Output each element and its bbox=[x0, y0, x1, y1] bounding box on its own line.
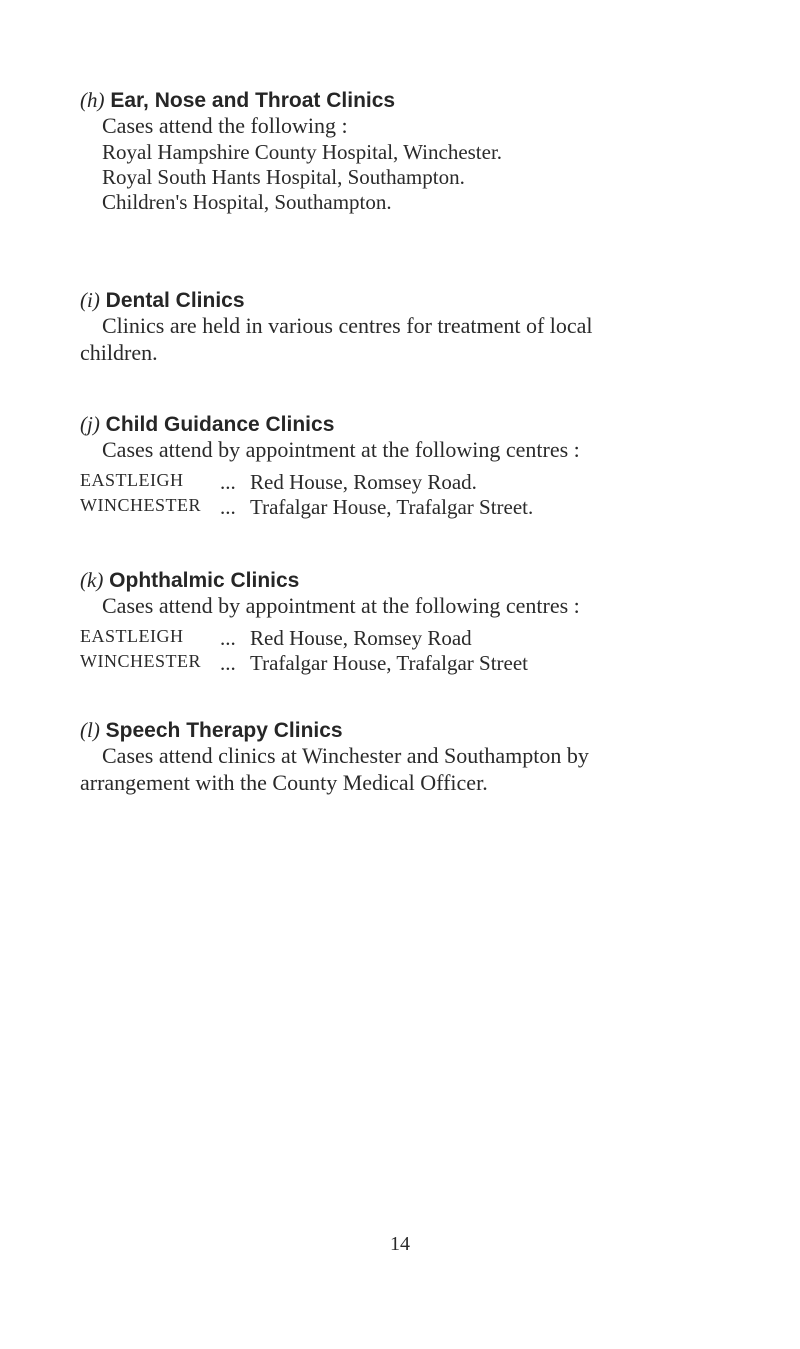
centre-address: Red House, Romsey Road. bbox=[250, 469, 477, 494]
centre-address: Trafalgar House, Trafalgar Street bbox=[250, 650, 528, 675]
centre-address: Trafalgar House, Trafalgar Street. bbox=[250, 494, 534, 519]
centre-row bbox=[80, 470, 790, 495]
section-heading bbox=[80, 88, 790, 113]
centre-row bbox=[80, 495, 790, 520]
section-intro: Cases attend by appointment at the following centres : bbox=[102, 593, 580, 619]
section-intro: Cases attend by appointment at the following centres : bbox=[102, 437, 580, 463]
section-letter: (j) bbox=[80, 412, 100, 436]
centre-row bbox=[80, 651, 790, 676]
section-letter: (i) bbox=[80, 288, 100, 312]
leader-dots: ... bbox=[220, 469, 236, 494]
section-ent-clinics bbox=[80, 88, 790, 215]
section-heading bbox=[80, 412, 790, 437]
section-heading bbox=[80, 568, 790, 593]
body-text-line: children. bbox=[80, 339, 158, 365]
leader-dots: ... bbox=[220, 625, 236, 650]
centre-place: WINCHESTER bbox=[80, 494, 201, 515]
section-letter: (h) bbox=[80, 88, 105, 112]
section-ophthalmic-clinics bbox=[80, 568, 790, 676]
section-title: Dental Clinics bbox=[105, 289, 245, 312]
centre-place: EASTLEIGH bbox=[80, 625, 184, 646]
section-letter: (k) bbox=[80, 568, 104, 592]
list-item: Royal Hampshire County Hospital, Winchester. bbox=[102, 139, 503, 164]
leader-dots: ... bbox=[220, 494, 236, 519]
section-intro: Cases attend the following : bbox=[102, 113, 348, 139]
section-dental-clinics bbox=[80, 288, 790, 366]
body-text-line: Cases attend clinics at Winchester and Southampton by bbox=[102, 743, 589, 769]
centre-row bbox=[80, 626, 790, 651]
centre-place: EASTLEIGH bbox=[80, 469, 184, 490]
body-text-line: Clinics are held in various centres for treatment of local bbox=[102, 313, 593, 339]
section-speech-therapy-clinics bbox=[80, 718, 790, 796]
centre-place: WINCHESTER bbox=[80, 650, 201, 671]
centre-address: Red House, Romsey Road bbox=[250, 625, 472, 650]
list-item: Children's Hospital, Southampton. bbox=[102, 189, 392, 214]
section-title: Child Guidance Clinics bbox=[105, 413, 335, 436]
section-heading bbox=[80, 288, 790, 313]
section-title: Ear, Nose and Throat Clinics bbox=[110, 89, 396, 112]
leader-dots: ... bbox=[220, 650, 236, 675]
list-item: Royal South Hants Hospital, Southampton. bbox=[102, 164, 465, 189]
section-title: Ophthalmic Clinics bbox=[109, 569, 300, 592]
section-child-guidance-clinics bbox=[80, 412, 790, 520]
section-letter: (l) bbox=[80, 718, 100, 742]
section-title: Speech Therapy Clinics bbox=[105, 719, 343, 742]
body-text-line: arrangement with the County Medical Officer. bbox=[80, 769, 488, 795]
page-number: 14 bbox=[390, 1233, 410, 1255]
section-heading bbox=[80, 718, 790, 743]
